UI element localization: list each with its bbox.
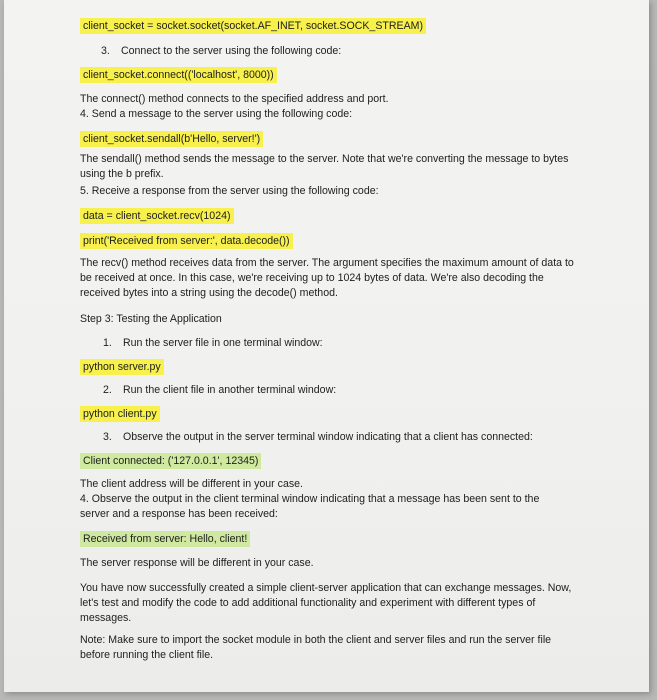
client-address-note: The client address will be different in your case. [80, 478, 303, 490]
code-client-recv: data = client_socket.recv(1024) [80, 208, 234, 224]
recv-description: The recv() method receives data from the server. The argument specifies the maximum amount of data to be received at once. In this case, we're receiving up to 1024 bytes of data. We're also decoding the received bytes into a string using the decode() method. [80, 257, 574, 299]
step-4-send: 4. Send a message to the server using the following code: [80, 108, 353, 120]
output-client-connected: Client connected: ('127.0.0.1', 12345) [80, 453, 261, 469]
code-client-socket-create: client_socket = socket.socket(socket.AF_INET, socket.SOCK_STREAM) [80, 18, 426, 34]
test-step-1 [103, 336, 623, 351]
test-step-2 [103, 383, 623, 398]
sendall-description: The sendall() method sends the message to the server. Note that we're converting the message to bytes using the b prefix. [80, 153, 569, 180]
note-paragraph: Note: Make sure to import the socket module in both the client and server files and run the server file before running the client file. [80, 634, 552, 661]
step-number: 2. [103, 384, 112, 396]
test-step-3 [103, 430, 623, 445]
step-number: 3. [101, 45, 110, 57]
server-response-note: The server response will be different in your case. [80, 557, 314, 569]
step-text: Run the client file in another terminal window: [123, 384, 337, 396]
step-number: 1. [103, 337, 112, 349]
summary-paragraph: You have now successfully created a simple client-server application that can exchange messages. Now, let's test and modify the code to add additional functionality and experiment with different types of messages. [80, 582, 572, 624]
connect-description: The connect() method connects to the specified address and port. [80, 93, 389, 105]
step-3-connect [101, 44, 621, 59]
code-run-client: python client.py [80, 406, 160, 422]
code-client-sendall: client_socket.sendall(b'Hello, server!') [80, 131, 263, 147]
step-text: Connect to the server using the following code: [121, 45, 342, 57]
test-step-4: 4. Observe the output in the client terminal window indicating that a message has been sent to the server and a response has been received: [80, 493, 540, 520]
code-print-received: print('Received from server:', data.decode()) [80, 233, 293, 249]
document-page [4, 0, 649, 692]
step-3-heading: Step 3: Testing the Application [80, 313, 222, 325]
code-run-server: python server.py [80, 359, 164, 375]
code-client-connect: client_socket.connect(('localhost', 8000)) [80, 67, 277, 83]
step-text: Observe the output in the server terminal window indicating that a client has connected: [123, 431, 533, 443]
output-received-from-server: Received from server: Hello, client! [80, 531, 250, 547]
step-5-receive: 5. Receive a response from the server using the following code: [80, 185, 379, 197]
step-text: Run the server file in one terminal window: [123, 337, 323, 349]
step-number: 3. [103, 431, 112, 443]
